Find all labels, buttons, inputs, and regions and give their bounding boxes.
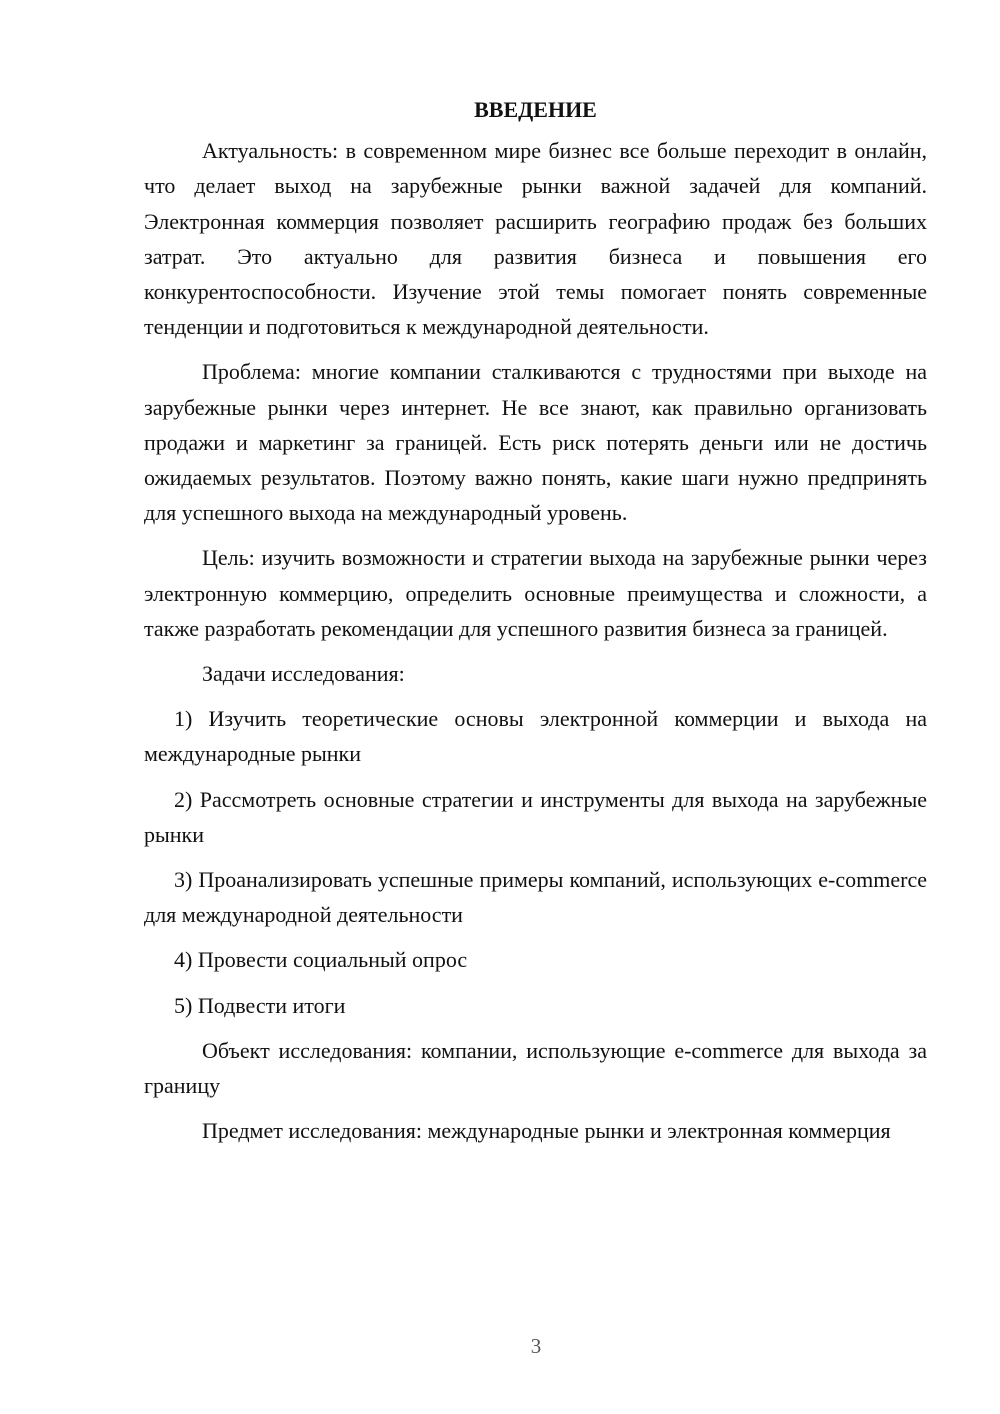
paragraph-subject: Предмет исследования: международные рынки и электронная коммерция [202, 1118, 891, 1144]
tasks-heading: Задачи исследования: [202, 661, 405, 687]
task-item: 2) Рассмотреть основные стратегии и инструменты для выхода на зарубежные рынки [144, 786, 927, 847]
task-item: 5) Подвести итоги [174, 992, 346, 1018]
task-item: 3) Проанализировать успешные примеры компаний, использующих e-commerce для международной деятельности [144, 867, 927, 928]
section-title: ВВЕДЕНИЕ [474, 97, 597, 122]
page-content [144, 92, 927, 1158]
task-item: 4) Провести социальный опрос [174, 947, 468, 973]
paragraph-relevance: Актуальность: в современном мире бизнес все больше переходит в онлайн, что делает выход на зарубежные рынки важной задачей для компаний. Электронная коммерция позволяет расширить географию продаж без больших затрат. Это актуально для развития бизнеса и повышения его конкурентоспособности. Изучение этой темы помогает понять современные тенденции и подготовиться к международной деятельности. [144, 138, 927, 340]
task-item: 1) Изучить теоретические основы электронной коммерции и выхода на международные рынки [144, 706, 927, 767]
page-number: 3 [530, 1334, 542, 1358]
paragraph-problem: Проблема: многие компании сталкиваются с трудностями при выходе на зарубежные рынки через интернет. Не все знают, как правильно организовать продажи и маркетинг за границей. Есть риск потерять деньги или не достичь ожидаемых результатов. Поэтому важно понять, какие шаги нужно предпринять для успешного выхода на международный уровень. [144, 359, 927, 526]
paragraph-object: Объект исследования: компании, использующие e-commerce для выхода за границу [144, 1037, 927, 1099]
paragraph-goal: Цель: изучить возможности и стратегии выхода на зарубежные рынки через электронную коммерцию, определить основные преимущества и сложности, а также разработать рекомендации для успешного развития бизнеса за границей. [144, 545, 927, 641]
